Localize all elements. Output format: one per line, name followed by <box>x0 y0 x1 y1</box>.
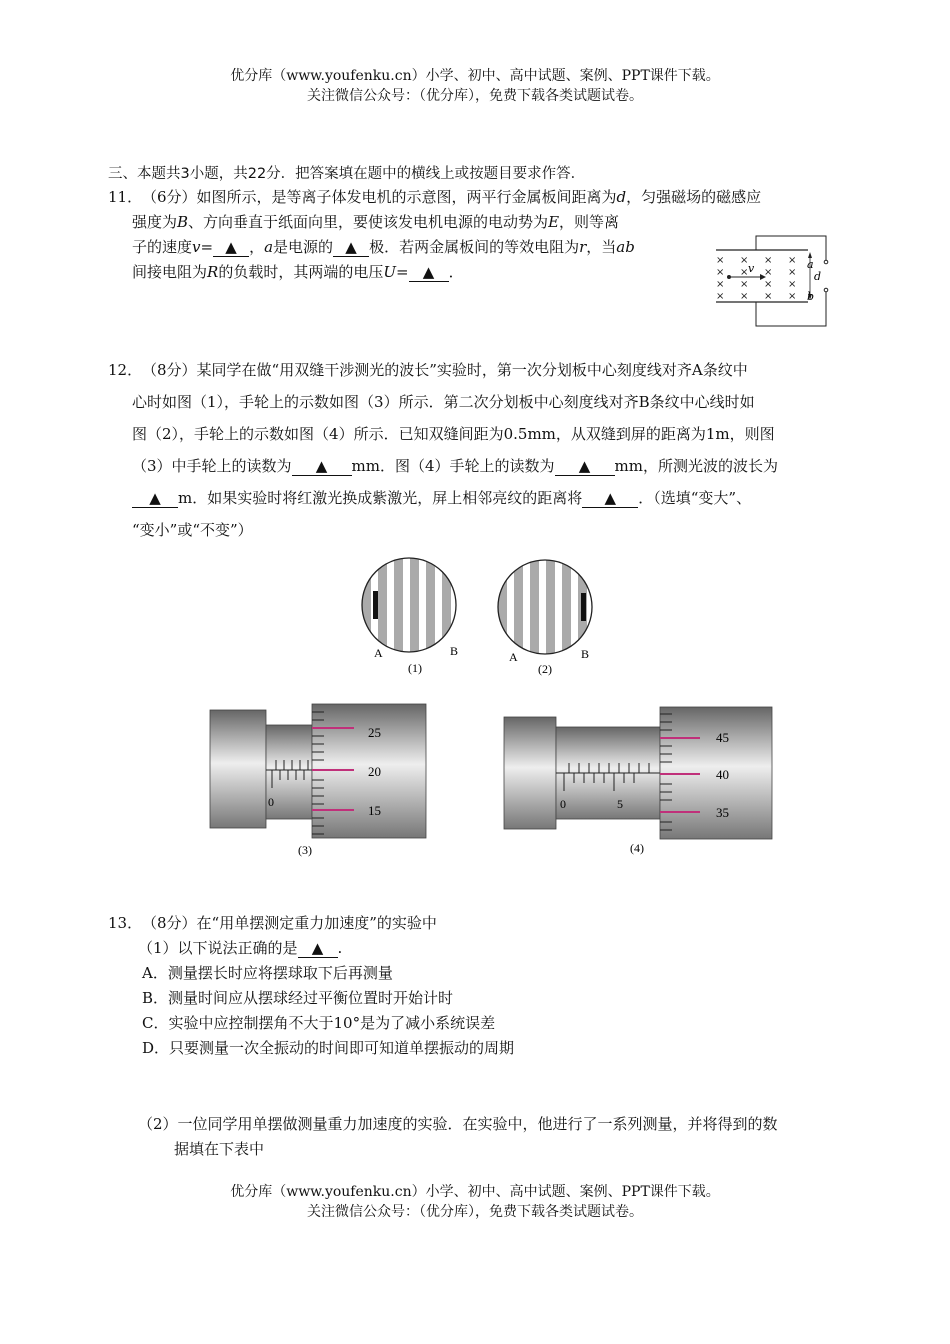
field-cross: × <box>740 255 749 266</box>
q13-option-c[interactable]: C．实验中应控制摆角不大于10°是为了减小系统误差 <box>142 1014 496 1032</box>
field-cross: × <box>740 279 749 290</box>
q12-blank-reading-4[interactable]: ▲ <box>555 457 615 476</box>
thimble-tick-15: 15 <box>368 803 381 818</box>
field-cross: × <box>788 255 797 266</box>
footer-line-1: 优分库（www.youfenku.cn）小学、初中、高中试题、案例、PPT课件下载。 <box>230 1184 720 1200</box>
thimble-tick-25: 25 <box>368 725 381 740</box>
field-cross: × <box>788 279 797 290</box>
field-cross: × <box>716 279 725 290</box>
q12-blank-reading-3[interactable]: ▲ <box>292 457 352 476</box>
fringe-figure-1 <box>358 554 468 676</box>
distance-label: d <box>814 270 822 283</box>
q11-blank-velocity[interactable]: ▲ <box>213 238 249 257</box>
velocity-label: v <box>748 262 755 275</box>
field-cross: × <box>764 267 773 278</box>
main-scale-zero: 0 <box>268 795 274 809</box>
field-cross: × <box>740 291 749 302</box>
q12-line-5: ▲ m．如果实验时将红激光换成紫激光，屏上相邻亮纹的距离将 ▲ ．（选填“变大”、 <box>132 482 852 514</box>
q13-option-d[interactable]: D．只要测量一次全振动的时间即可知道单摆振动的周期 <box>142 1039 515 1057</box>
field-cross: × <box>716 291 725 302</box>
q12-number: 12． <box>108 361 143 379</box>
q11-generator-figure <box>712 232 837 332</box>
q11-number: 11． <box>108 188 143 206</box>
micrometer-figure-4 <box>502 700 776 862</box>
q11-blank-voltage[interactable]: ▲ <box>409 263 449 282</box>
q11-blank-pole[interactable]: ▲ <box>333 238 369 257</box>
q11-line-4: 间接电阻为R的负载时，其两端的电压U= ▲ ． <box>132 263 464 281</box>
fringe-a-label: A <box>374 646 383 660</box>
field-cross: × <box>764 291 773 302</box>
q12-line-3: 图（2），手轮上的示数如图（4）所示．已知双缝间距为0.5mm，从双缝到屏的距离为1m，则图 <box>132 425 775 443</box>
fringe-figure-2 <box>493 554 603 678</box>
field-cross: × <box>740 267 749 278</box>
q12-blank-spacing[interactable]: ▲ <box>582 489 638 508</box>
q13-number: 13． <box>108 914 143 932</box>
q11-line-1: （6分）如图所示，是等离子体发电机的示意图，两平行金属板间距离为d，匀强磁场的磁感应 <box>142 188 762 206</box>
q12-line-2: 心时如图（1），手轮上的示数如图（3）所示．第二次分划板中心刻度线对齐B条纹中心线时如 <box>132 393 755 411</box>
section-heading: 三、本题共3小题，共22分．把答案填在题中的横线上或按题目要求作答． <box>108 166 586 182</box>
field-cross: × <box>764 279 773 290</box>
main-scale-zero: 0 <box>560 797 566 811</box>
micrometer-figure-3 <box>208 700 430 862</box>
thimble-tick-35: 35 <box>716 805 729 820</box>
q13-blank-correct[interactable]: ▲ <box>298 939 338 958</box>
q13-part-1: （1）以下说法正确的是 ▲ . <box>138 939 343 957</box>
q13-part-2-line-1: （2）一位同学用单摆做测量重力加速度的实验．在实验中，他进行了一系列测量，并将得到的数 <box>138 1115 778 1133</box>
q12-line-1: （8分）某同学在做“用双缝干涉测光的波长”实验时，第一次分划板中心刻度线对齐A条纹中 <box>142 361 748 379</box>
field-cross: × <box>788 267 797 278</box>
q13-part-2-line-2: 据填在下表中 <box>174 1140 265 1158</box>
field-cross: × <box>788 291 797 302</box>
thimble-tick-45: 45 <box>716 730 729 745</box>
header-line-2: 关注微信公众号：（优分库），免费下载各类试题试卷。 <box>307 88 643 104</box>
q13-option-a[interactable]: A．测量摆长时应将摆球取下后再测量 <box>142 964 393 982</box>
q13-option-b[interactable]: B．测量时间应从摆球经过平衡位置时开始计时 <box>142 989 454 1007</box>
q11-line-3: 子的速度v= ▲ ，a是电源的 ▲ 极．若两金属板间的等效电阻为r，当ab <box>132 238 635 256</box>
footer-line-2: 关注微信公众号：（优分库），免费下载各类试题试卷。 <box>307 1204 643 1220</box>
fringe-a-label: A <box>509 650 518 664</box>
q13-line-1: （8分）在“用单摆测定重力加速度”的实验中 <box>142 914 437 932</box>
fringe-b-label: B <box>581 647 590 661</box>
main-scale-five: 5 <box>617 797 623 811</box>
thimble-tick-40: 40 <box>716 767 729 782</box>
field-cross: × <box>764 255 773 266</box>
fringe-b-label: B <box>450 644 459 658</box>
q12-line-6: “变小”或“不变”） <box>132 521 253 539</box>
field-cross: × <box>716 255 725 266</box>
field-cross: × <box>716 267 725 278</box>
fig4-caption: (4) <box>630 841 644 855</box>
fig2-caption: (2) <box>538 662 552 676</box>
q12-line-4: （3）中手轮上的读数为 ▲ mm．图（4）手轮上的读数为 ▲ mm，所测光波的波长为 <box>132 457 778 475</box>
terminal-b-label: b <box>807 290 815 303</box>
fig1-caption: (1) <box>408 661 422 675</box>
q12-blank-wavelength[interactable]: ▲ <box>132 489 178 508</box>
thimble-tick-20: 20 <box>368 764 381 779</box>
terminal-a-label: a <box>807 258 814 271</box>
fig3-caption: (3) <box>298 843 312 857</box>
header-line-1: 优分库（www.youfenku.cn）小学、初中、高中试题、案例、PPT课件下载。 <box>230 68 720 84</box>
q11-line-2: 强度为B、方向垂直于纸面向里，要使该发电机电源的电动势为E，则等离 <box>132 213 620 231</box>
